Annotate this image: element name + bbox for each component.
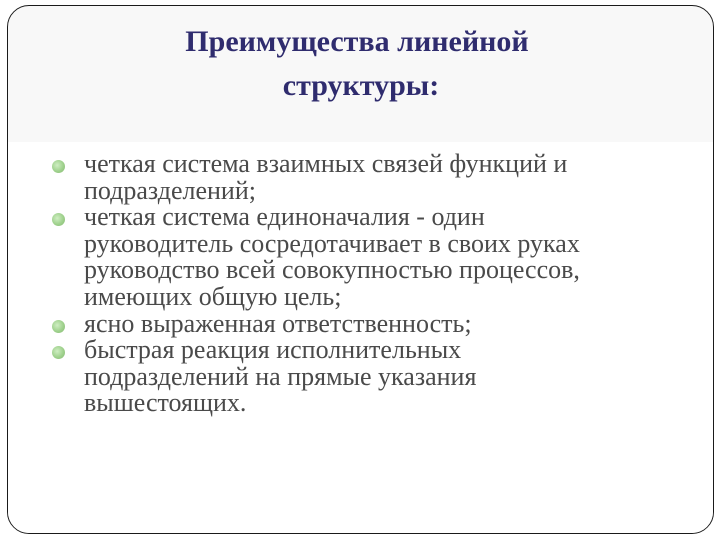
bullet-item: [24, 337, 664, 417]
bullet-list: [24, 151, 664, 417]
bullet-line: имеющих общую цель;: [84, 281, 342, 311]
bullet-text: [84, 308, 664, 338]
bullet-line: быстрая реакция исполнительных: [84, 335, 462, 365]
slide-title-line: структуры:: [282, 69, 440, 102]
bullet-text: [84, 151, 664, 204]
bullet-line: руководство всей совокупностью процессов,: [84, 255, 580, 285]
bullet-text: [84, 204, 664, 310]
green-circle-bullet-icon: [52, 213, 65, 226]
bullet-line: подразделений;: [84, 175, 256, 205]
bullet-line: четкая система единоначалия - один: [84, 202, 485, 232]
bullet-item: [24, 308, 664, 338]
green-circle-bullet-icon: [52, 320, 65, 333]
bullet-text: [84, 337, 664, 417]
slide-title: [60, 20, 660, 108]
slide-title-line: Преимущества линейной: [185, 25, 529, 58]
bullet-line: вышестоящих.: [84, 388, 247, 418]
bullet-line: подразделений на прямые указания: [84, 361, 477, 391]
bullet-line: руководитель сосредотачивает в своих руках: [84, 228, 580, 258]
bullet-line: ясно выраженная ответственность;: [84, 308, 472, 338]
green-circle-bullet-icon: [52, 346, 65, 359]
bullet-item: [24, 204, 664, 310]
bullet-line: четкая система взаимных связей функций и: [84, 149, 568, 178]
green-circle-bullet-icon: [52, 160, 65, 173]
bullet-item: [24, 151, 664, 204]
